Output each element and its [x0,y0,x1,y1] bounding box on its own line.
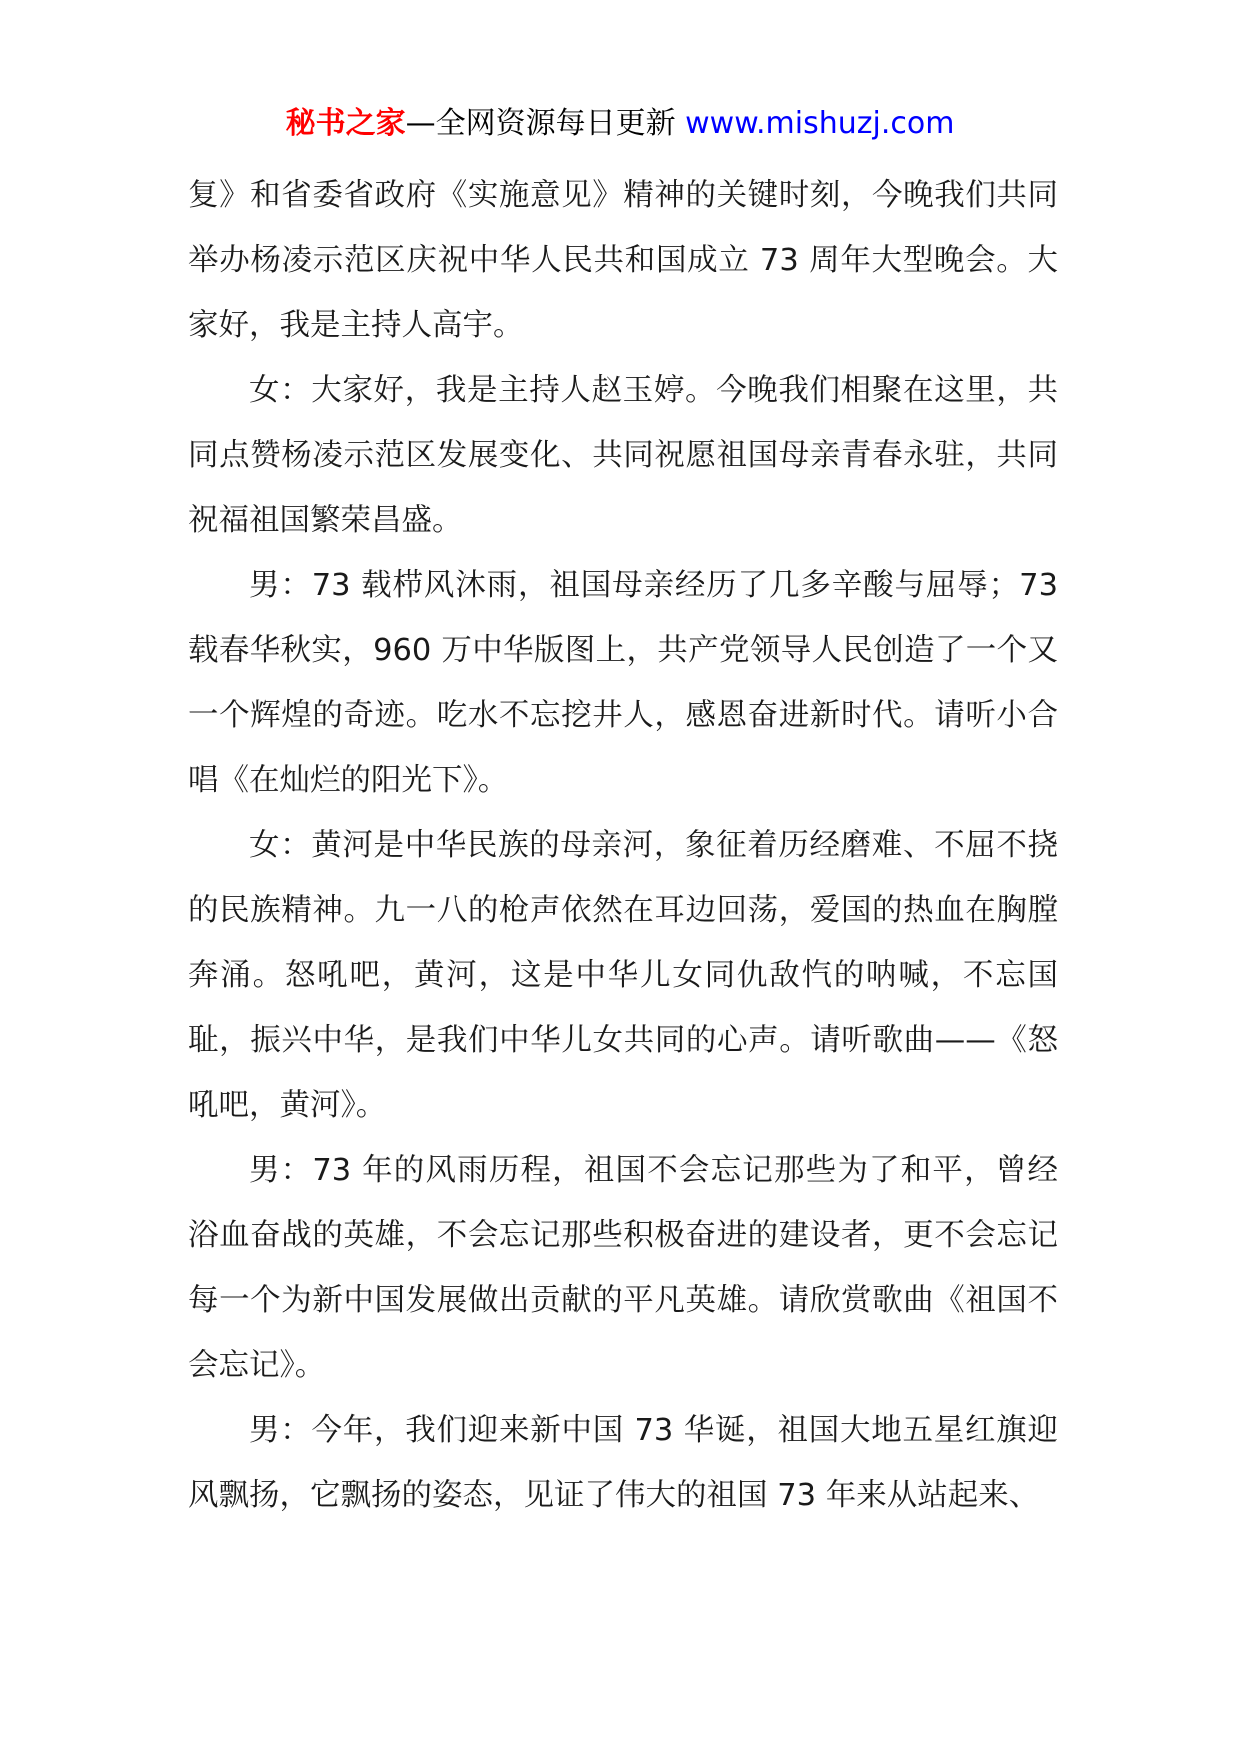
paragraph: 复》和省委省政府《实施意见》精神的关键时刻，今晚我们共同举办杨凌示范区庆祝中华人民共和国成立 73 周年大型晚会。大家好，我是主持人高宇。 [188,178,1058,343]
paragraph: 女：黄河是中华民族的母亲河，象征着历经磨难、不屈不挠的民族精神。九一八的枪声依然在耳边回荡，爱国的热血在胸膛奔涌。怒吼吧，黄河，这是中华儿女同仇敌忾的呐喊，不忘国耻，振兴中华，是我们中华儿女共同的心声。请听歌曲——《怒吼吧，黄河》。 [188,828,1058,1123]
paragraph: 男：今年，我们迎来新中国 73 华诞，祖国大地五星红旗迎风飘扬，它飘扬的姿态，见证了伟大的祖国 73 年来从站起来、 [188,1413,1058,1513]
site-url-link[interactable]: www.mishuzj.com [685,106,955,141]
page-header [0,104,1240,144]
brand-name: 秘书之家 [285,106,406,141]
paragraph: 女：大家好，我是主持人赵玉婷。今晚我们相聚在这里，共同点赞杨凌示范区发展变化、共同祝愿祖国母亲青春永驻，共同祝福祖国繁荣昌盛。 [188,373,1058,538]
document-body [188,163,1058,1528]
paragraph: 男：73 载栉风沐雨，祖国母亲经历了几多辛酸与屈辱；73 载春华秋实，960 万中华版图上，共产党领导人民创造了一个又一个辉煌的奇迹。吃水不忘挖井人，感恩奋进新时代。请听小合唱《在灿烂的阳光下》。 [188,568,1058,798]
header-slogan: —全网资源每日更新 [405,106,676,141]
paragraph: 男：73 年的风雨历程，祖国不会忘记那些为了和平，曾经浴血奋战的英雄，不会忘记那些积极奋进的建设者，更不会忘记每一个为新中国发展做出贡献的平凡英雄。请欣赏歌曲《祖国不会忘记》。 [188,1153,1058,1383]
